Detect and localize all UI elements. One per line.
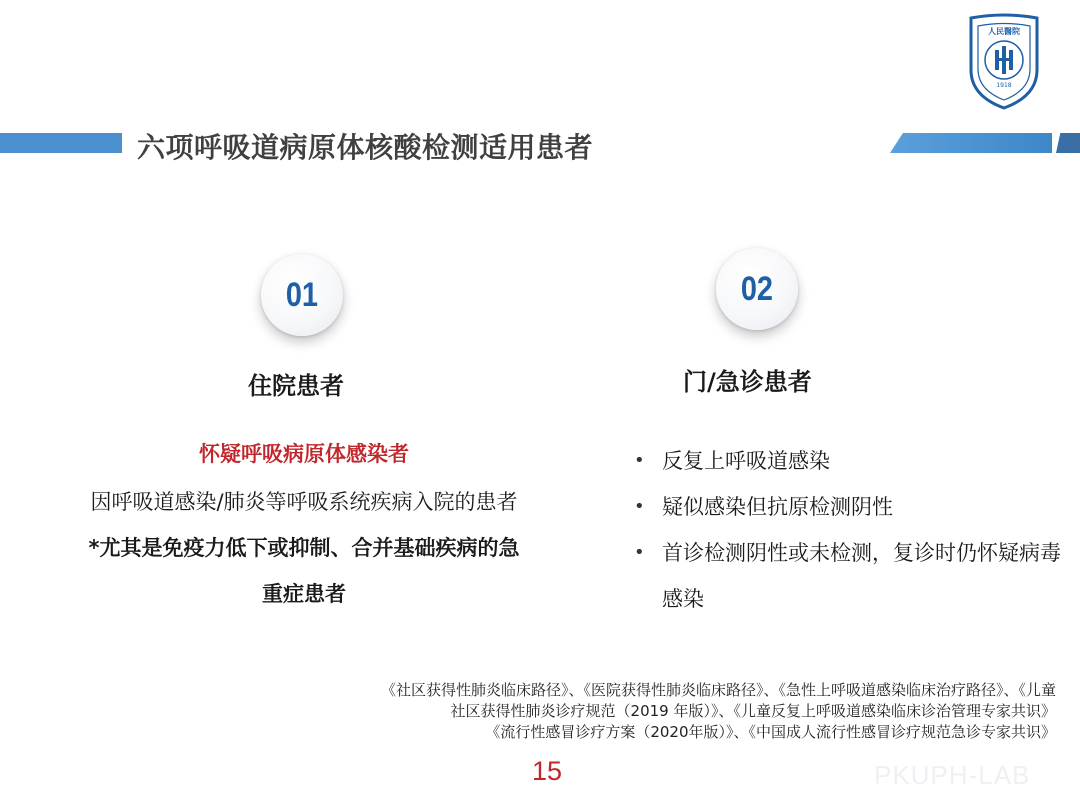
number-badge-02 [716,248,798,330]
outpatient-heading: 门/急诊患者 [683,368,812,396]
title-band-left-cap [108,133,122,153]
inpatient-note-line2: 重症患者 [262,582,346,606]
inpatient-heading: 住院患者 [248,372,344,400]
reference-line: 《社区获得性肺炎临床路径》、《医院获得性肺炎临床路径》、《急性上呼吸道感染临床治疗路径》、《儿童 [380,681,1056,699]
hospital-logo [965,12,1043,110]
inpatient-note-line1: *尤其是免疫力低下或抑制、合并基础疾病的急 [88,536,520,560]
bullet-text: 首诊检测阴性或未检测，复诊时仍怀疑病毒感染 [662,541,1061,611]
bullet-text: 疑似感染但抗原检测阴性 [662,495,893,519]
bullet-dot-icon: • [634,450,645,471]
bullet-item [634,530,1064,622]
number-badge-01 [261,254,343,336]
title-band-right-end [1056,133,1080,153]
badge-number: 01 [285,275,319,314]
reference-line: 社区获得性肺炎诊疗规范（2019 年版）》、《儿童反复上呼吸道感染临床诊治管理专家共识》 [450,702,1056,720]
logo-top-text: 人民醫院 [988,27,1020,36]
bullet-item [634,484,1064,530]
bullet-dot-icon: • [634,542,645,563]
logo-year: 1918 [996,82,1012,89]
suspected-infection-highlight: 怀疑呼吸病原体感染者 [199,442,409,466]
reference-line: 《流行性感冒诊疗方案（2020年版）》、《中国成人流行性感冒诊疗规范急诊专家共识》 [485,723,1056,741]
slide-title: 六项呼吸道病原体核酸检测适用患者 [137,131,594,164]
title-band-right [890,133,1052,153]
bullet-text: 反复上呼吸道感染 [662,449,830,473]
badge-number: 02 [740,269,774,308]
title-band-left [0,133,122,153]
references [156,680,1056,743]
inpatient-description: 因呼吸道感染/肺炎等呼吸系统疾病入院的患者 [90,490,518,514]
bullet-dot-icon: • [634,496,645,517]
bullet-item [634,438,1064,484]
outpatient-bullet-list [634,438,1064,622]
watermark: PKUPH-LAB [874,760,1031,790]
page-number: 15 [532,756,563,786]
